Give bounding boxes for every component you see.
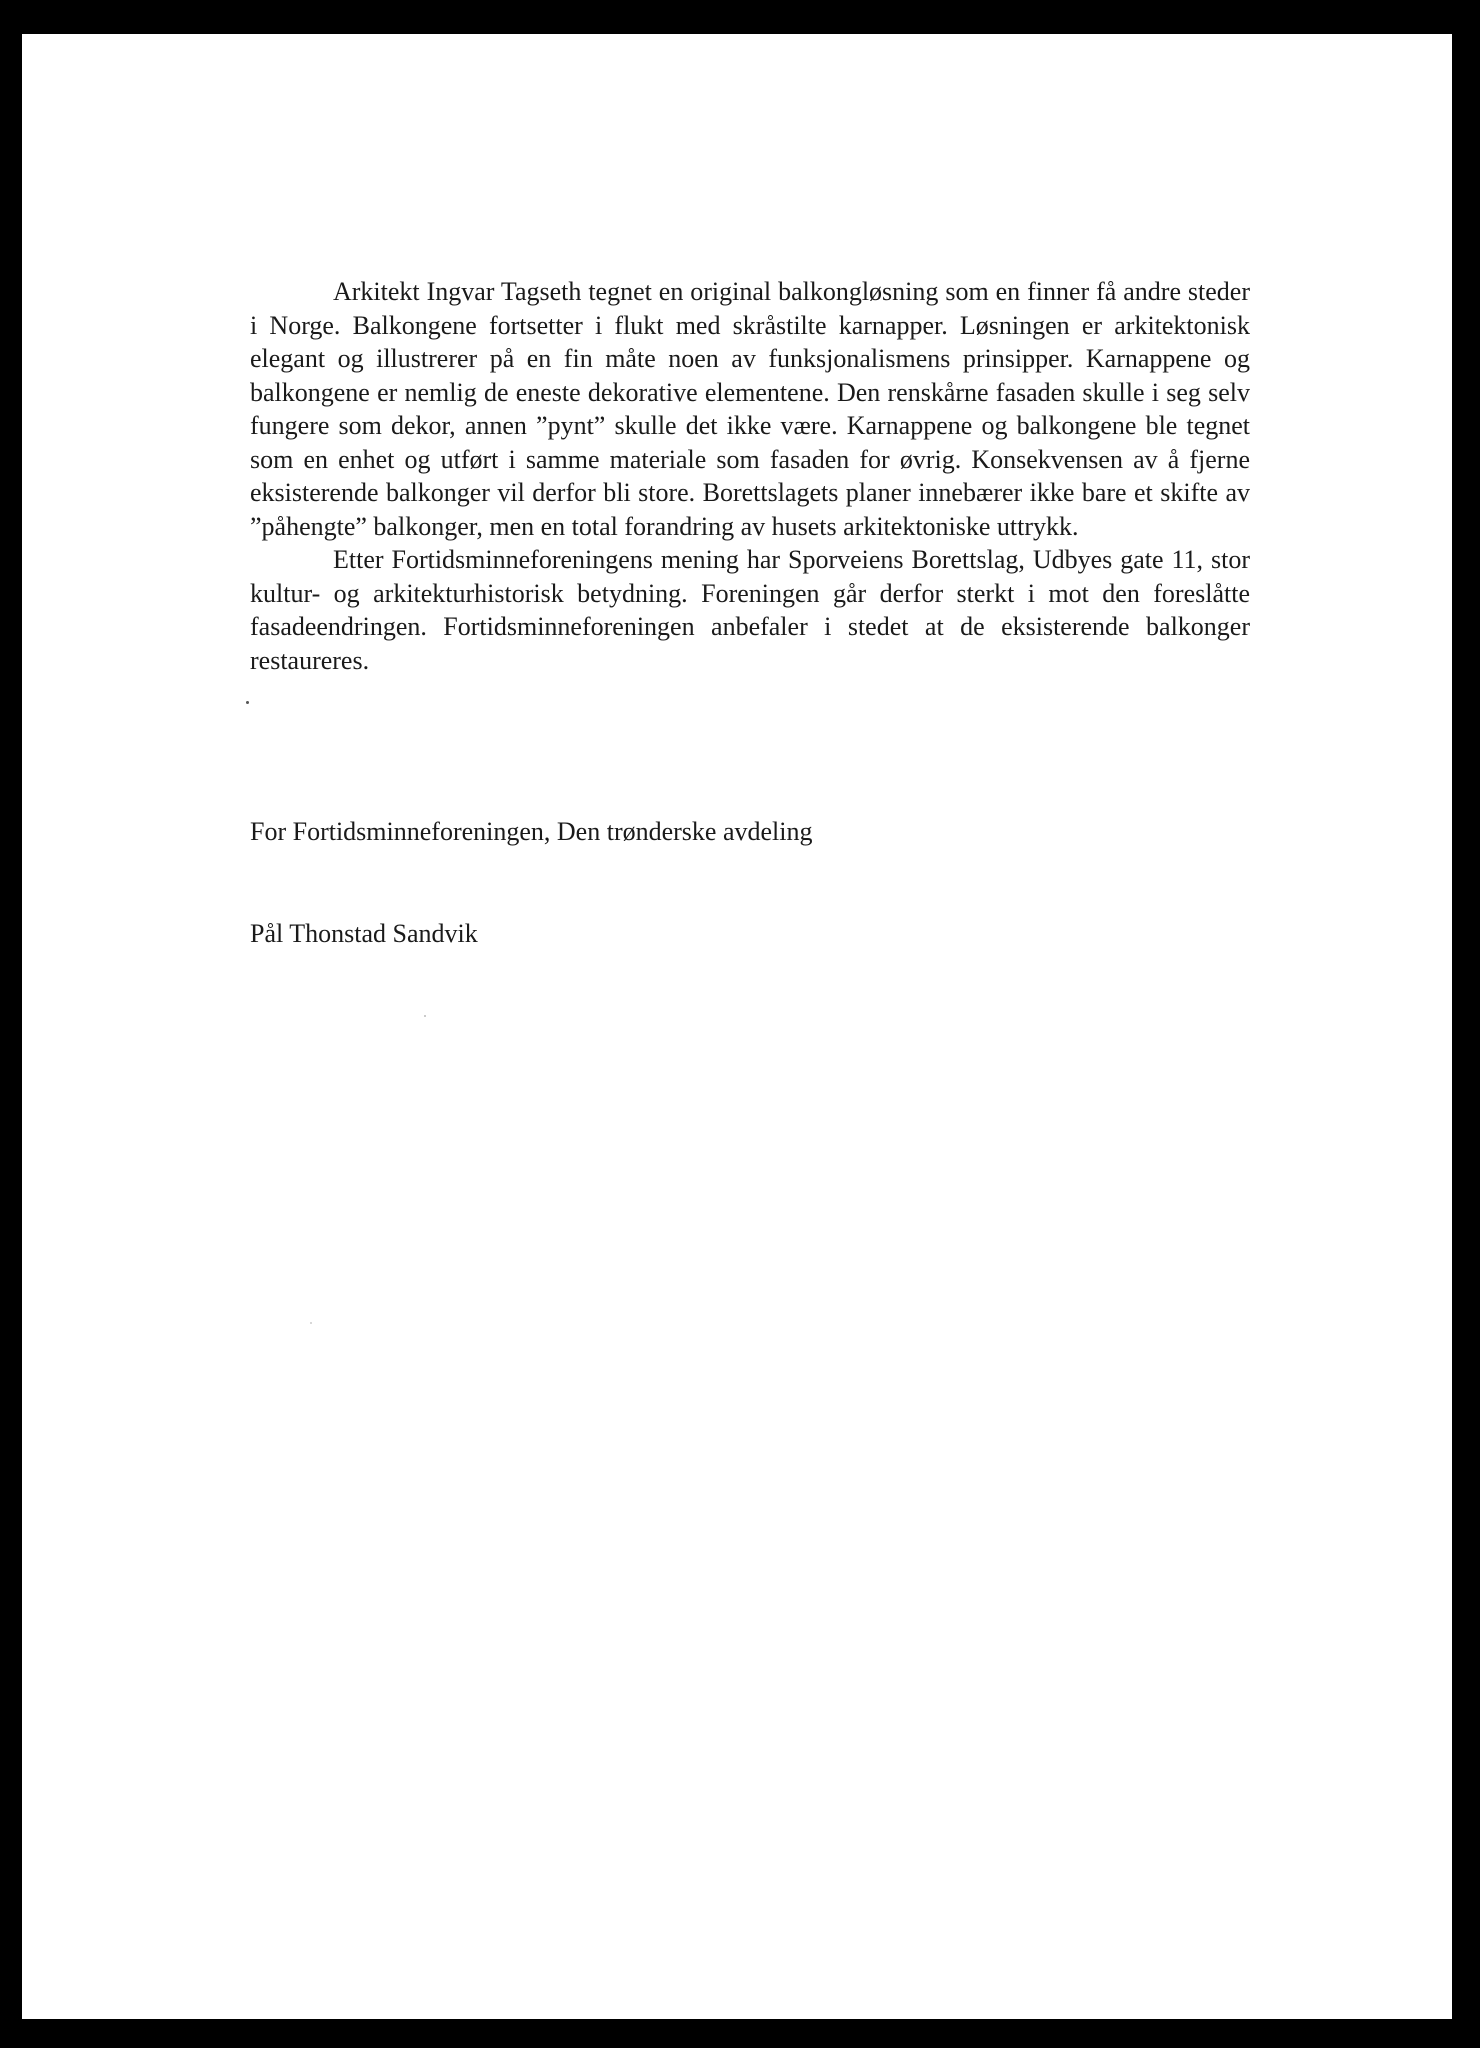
closing-line: For Fortidsminneforeningen, Den trønderske avdeling: [250, 817, 813, 846]
paragraph-balcony-design: Arkitekt Ingvar Tagseth tegnet en original balkongløsning som en finner få andre steder i Norge. Balkongene fortsetter i flukt med skråstilte karnapper. Løsningen er arkitektonisk elegant og illustrerer på en fin måte noen av funksjonalismens prinsipper. Karnappene og balkongene er nemlig de eneste dekorative elementene. Den renskårne fasaden skulle i seg selv fungere som dekor, annen ”pynt” skulle det ikke være. Karnappene og balkongene ble tegnet som en enhet og utført i samme materiale som fasaden for øvrig. Konsekvensen av å fjerne eksisterende balkonger vil derfor bli store. Borettslagets planer innebærer ikke bare et skifte av ”påhengte” balkonger, men en total forandring av husets arkitektoniske uttrykk.: [250, 277, 1250, 541]
scan-speck: [246, 701, 249, 704]
scan-speck: [310, 1322, 312, 1324]
letter-body: [250, 275, 1250, 677]
signer-name: Pål Thonstad Sandvik: [250, 919, 478, 948]
scan-speck: [424, 1015, 426, 1017]
paragraph-recommendation: Etter Fortidsminneforeningens mening har Sporveiens Borettslag, Udbyes gate 11, stor kultur- og arkitekturhistorisk betydning. Foreningen går derfor sterkt i mot den foreslåtte fasadeendringen. Fortidsminneforeningen anbefaler i stedet at de eksisterende balkonger restaureres.: [250, 545, 1250, 675]
